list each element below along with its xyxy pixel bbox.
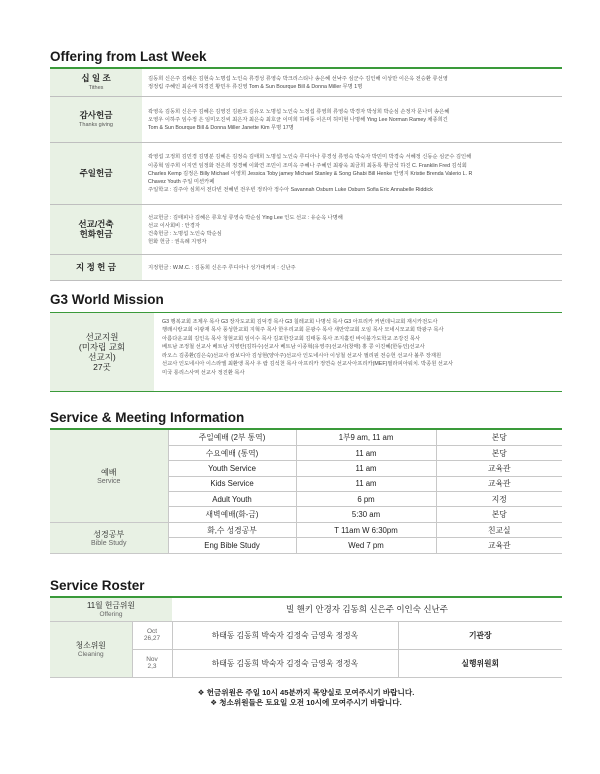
service-table [50,430,562,554]
note-cleaning: ❖ 청소위원들은 토요일 오전 10시에 모여주시기 바랍니다. [210,698,402,708]
offering-row-names [142,97,562,142]
cleaning-date [132,649,172,677]
offering-name-line: 선교 이사회비 : 안경자 [148,222,200,229]
offering-row-label [50,255,142,280]
offering-row-label [50,97,142,142]
service-time: 11 am [296,476,436,491]
offering-title: Offering from Last Week [50,49,562,69]
offering-row-names [142,143,562,204]
service-place: 친교실 [436,522,562,537]
offering-name-line: Tom & Sun Bourque Bill & Donna Miller Janette Kim 무명 17명 [148,125,294,132]
offering-name-line: 지정헌금 : W.M.C. : 김동희 신은주 루디아나 성가대커피 : 신난주 [148,264,296,271]
service-row [50,430,562,445]
service-place: 본당 [436,445,562,460]
service-name: Eng Bible Study [168,538,296,553]
mission-label [50,313,154,391]
cleaning-names: 하태동 김동희 박숙자 김정숙 금영욱 정정옥 [172,649,398,677]
offering-row-names [142,205,562,254]
offering-section [50,49,562,281]
offering-name-line: 곽영옥 김동희 신은주 김혜은 김영진 김완오 김유오 노명섭 노인숙 노정섭 류영희 류영숙 박경자 박성희 박순심 손정자 문나미 송은혜 [148,108,450,115]
service-name: 주일예배 (2부 통역) [168,430,296,445]
roster-title: Service Roster [50,578,562,598]
offering-row [50,205,562,255]
offering-label-ko: 지 정 헌 금 [76,261,116,272]
offering-label-en: Tithes [88,84,104,91]
offering-name-line: Charles Kemp 김정은 Billy Michael 이영희 Jessica Toby jamey Michael Stanley & Song Ghabi Bill Henke 안영지 Kristie Brenda Valerio L. R [148,170,473,177]
group-label-ko: 성경공부 [93,529,125,539]
service-section [50,410,562,554]
service-place: 교육관 [436,476,562,491]
offering-row-names [142,255,562,280]
service-time: T 11am W 6:30pm [296,522,436,537]
roster-section [50,578,562,678]
offering-label-en: Thanks giving [79,121,113,128]
service-place: 지정 [436,492,562,507]
cleaning-date-month: Oct [146,628,158,635]
service-time: 11 am [296,461,436,476]
offering-name-line: 오영우 이하주 임수정 은 임미오진씨 최은자 최은숙 최호균 이미희 하태동 이은미 허미현 나명해 Ying Lee Norman Ramey 채종희긴 [148,116,448,123]
service-name: 새벽예배(화-금) [168,507,296,522]
mission-line: 라오스 김종환(김은숙)선교사 캄보디아 김성현(양아주)선교사 인도네시아 이성철 선교사 필리핀 전승헌 선교사 볼루 장재원 [162,352,442,359]
mission-label-line: 선교지원 [85,331,119,342]
service-place: 본당 [436,507,562,522]
service-time: Wed 7 pm [296,538,436,553]
offering-roster-label-en: Offering [99,611,123,619]
note-offering: ❖ 헌금위원은 주일 10시 45분까지 목양실로 모여주시기 바랍니다. [197,688,415,697]
group-label-en: Service [97,477,121,485]
service-name: 화,수 성경공부 [168,522,296,537]
mission-line: G3 행복교회 조제우 목사 G3 장자도교회 김덕경 목사 G3 칠레교회 나명석 목사 G3 아프리카 커번데니교회 재시카전도사 [162,319,438,325]
offering-name-line: Chavez Youth 주일 미션카페 [148,179,215,186]
offering-name-line: 헌화 헌금 : 권옥례 지영자 [148,239,207,246]
offering-label-ko: 헌화헌금 [79,228,113,239]
offering-roster-label-ko: 11월 헌금위원 [87,601,135,611]
mission-label-line: 선교지) [88,352,116,362]
cleaning-label-ko: 청소위원 [75,641,106,650]
offering-row [50,97,562,143]
service-name: 수요예배 (통역) [168,445,296,460]
offering-row-names [142,69,562,96]
offering-roster-row [50,598,562,621]
mission-label-line: (미자립 교회 [78,341,126,352]
offering-label-ko: 십 일 조 [81,72,111,83]
mission-line: 아름다운교회 김인옥 목사 청현교회 임이수 목사 김포한강교회 김태동 목사 조지훌린 바이블가도학교 조강진 목사 [162,335,421,342]
mission-title: G3 World Mission [50,292,164,307]
service-name: Youth Service [168,461,296,476]
cleaning-names: 하태동 김동희 박숙자 김정숙 금영욱 정정옥 [172,621,398,649]
cleaning-date-days: 26,27 [143,635,161,642]
cleaning-date-days: 2,3 [147,663,157,670]
mission-line: 행래시랑교회 이광재 목사 풍성한교회 지혁주 목사 한우리교회 문광수 목사 새만약교회 오임 목사 모네시모교회 박광구 목사 [162,327,444,334]
service-time: 11 am [296,445,436,460]
offering-row [50,143,562,205]
offering-roster-names: 빌 핸키 안경자 김동희 신은주 이인숙 신난주 [172,598,562,621]
cleaning-date-month: Nov [146,656,158,663]
mission-line: 미국 롱리스사역 선교사 정진환 목사 [162,369,245,376]
offering-name-line: 이종혁 임주희 이지연 임정화 전은희 정경혜 이화연 조민이 조미옥 주혜나 주혜인 최광욱 최금희 최동록 황금석 하진 C. Franklin Fred 김석회 [148,162,467,169]
mission-row [50,312,562,392]
cleaning-date [132,621,172,649]
offering-row [50,69,562,97]
offering-label-ko: 주일헌금 [79,167,113,178]
mission-line: 선교사 인도네시아 이스라엘 최환앵 목사 우 랍 김석천 목사 아프리카 정연숙 선교사아프리카(MEF)필라피아워치. 박종원 선교사 [162,361,454,368]
offering-name-line: 정정림 주혜인 최순애 허경진 황민우 류진영 Tom & Sun Bourque Bill & Donna Miller 무명 1명 [148,84,363,90]
service-time: 6 pm [296,492,436,507]
offering-table [50,69,562,281]
offering-row-label [50,69,142,96]
offering-row-label [50,143,142,204]
cleaning-row [50,621,562,649]
service-name: Adult Youth [168,492,296,507]
offering-name-line: 주일학교 : 김주아 심희서 전다빈 전혜빈 전우빈 정리아 정수아 Savannah Osburn Luke Osburn Sofia Eric Annabelle Riddick [148,187,433,194]
service-place: 교육관 [436,461,562,476]
mission-section [50,292,562,392]
service-time: 1부9 am, 11 am [296,430,436,445]
cleaning-label-en: Cleaning [77,651,104,658]
service-place: 교육관 [436,538,562,553]
offering-row [50,255,562,281]
offering-roster-label [50,598,172,621]
service-time: 5:30 am [296,507,436,522]
offering-name-line: 건축헌금 : 노명섭 노인숙 박순심 [148,231,222,237]
mission-line: 베트남 조정철 선교사 베트남 지영란(김하수)선교사 베트남 이종혁(유영주)선교사(창매) 홍 콩 이진혜(한동인)선교사 [162,344,425,351]
group-label-ko: 예배 [101,467,117,477]
service-group-label [50,430,168,522]
mission-label-line: 27곳 [93,362,111,373]
notes [50,688,562,709]
group-label-en: Bible Study [91,539,127,547]
offering-name-line: 김동희 신은주 김혜은 김현숙 노명섭 노인숙 류경성 류영숙 박크리스티나 송은혜 선낙주 심군수 김인해 이상만 이은옥 전승환 류선영 [148,75,448,82]
cleaning-label [50,621,132,677]
service-title: Service & Meeting Information [50,410,562,430]
cleaning-team: 기관장 [398,621,562,649]
service-place: 본당 [436,430,562,445]
offering-label-ko: 감사헌금 [79,109,113,120]
roster-table [50,598,562,678]
cleaning-team: 실행위원회 [398,649,562,677]
offering-name-line: 곽영섭 고정희 김민경 김명분 김혜은 김정숙 김태희 노명섭 노인숙 루디아나 류경성 류영숙 박숙자 박민미 박경숙 서혜정 신동순 심군수 김인해 [148,154,472,161]
bible-study-group-label [50,522,168,553]
service-row [50,522,562,537]
offering-name-line: 선교헌금 : 김태피나 김혜은 류호성 류영숙 박순심 Ying Lee 인도 선교 : 유순옥 나명해 [148,214,343,221]
mission-content [154,313,562,391]
offering-row-label [50,205,142,254]
offering-label-ko: 선교/건축 [78,218,114,229]
service-name: Kids Service [168,476,296,491]
